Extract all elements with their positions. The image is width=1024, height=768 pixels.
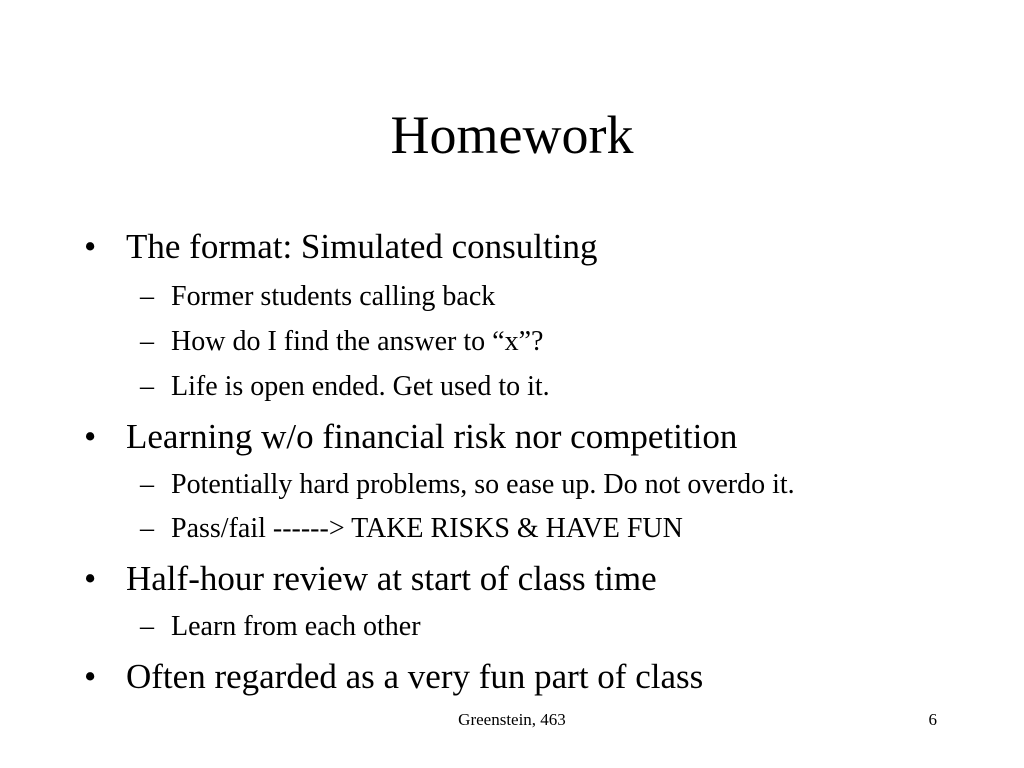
page-number: 6 (928, 710, 937, 729)
bullet-marker: • (84, 417, 97, 456)
sub-bullet-marker: – (140, 611, 154, 642)
sub-bullet-text: Pass/fail ------> TAKE RISKS & HAVE FUN (171, 513, 683, 544)
sub-bullet-marker: – (140, 469, 154, 500)
sub-bullet-marker: – (140, 326, 154, 357)
bullet-text: Learning w/o financial risk nor competition (126, 417, 738, 456)
bullet-text: Half-hour review at start of class time (126, 559, 657, 598)
sub-bullet-text: Potentially hard problems, so ease up. Do not overdo it. (171, 469, 795, 500)
sub-bullet-text: Learn from each other (171, 611, 421, 642)
sub-bullet-marker: – (140, 513, 154, 544)
sub-bullet-marker: – (140, 281, 154, 312)
footer-course-label: Greenstein, 463 (458, 710, 566, 729)
sub-bullet-marker: – (140, 371, 154, 402)
bullet-marker: • (84, 657, 97, 696)
bullet-marker: • (84, 227, 97, 266)
sub-bullet-text: Life is open ended. Get used to it. (171, 371, 550, 402)
sub-bullet-text: How do I find the answer to “x”? (171, 326, 544, 357)
bullet-text: Often regarded as a very fun part of class (126, 657, 704, 696)
bullet-marker: • (84, 559, 97, 598)
sub-bullet-text: Former students calling back (171, 281, 496, 312)
bullet-text: The format: Simulated consulting (126, 227, 598, 266)
slide-title: Homework (390, 105, 634, 165)
